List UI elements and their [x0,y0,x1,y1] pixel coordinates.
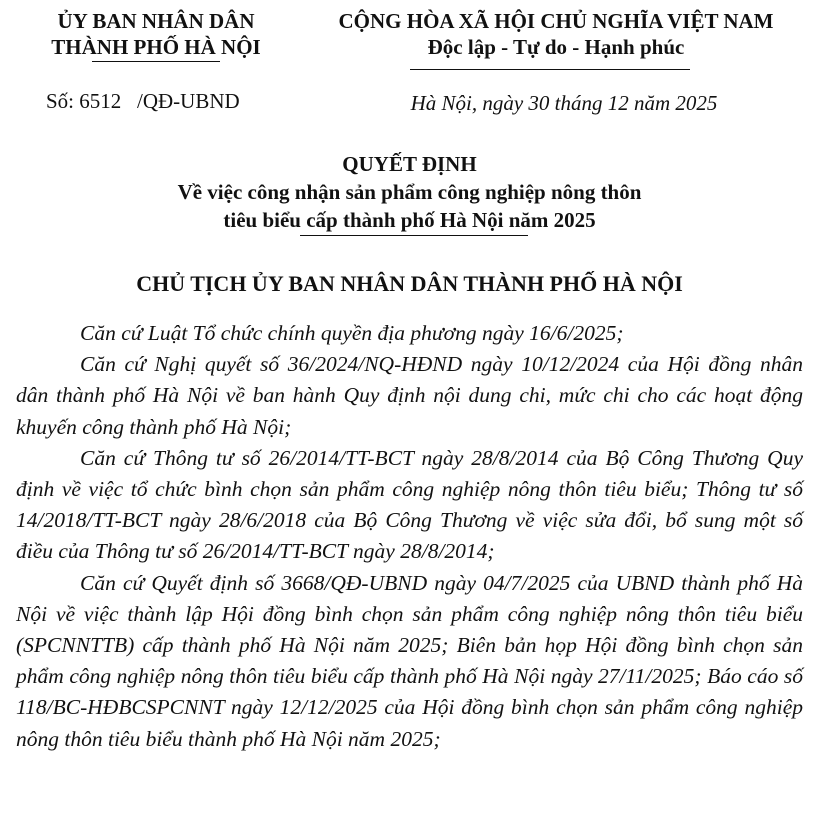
document-date: Hà Nội, ngày 30 tháng 12 năm 2025 [410,91,718,115]
preamble-paragraph: Căn cứ Luật Tổ chức chính quyền địa phương ngày 16/6/2025; [80,321,624,345]
preamble [16,318,803,755]
national-motto [300,8,812,60]
decision-underline [300,235,528,236]
motto-text: Độc lập - Tự do - Hạnh phúc [427,35,685,59]
decision-heading [0,150,819,234]
preamble-paragraph: Căn cứ Quyết định số 3668/QĐ-UBND ngày 04/7/2025 của UBND thành phố Hà Nội về việc thành lập Hội đồng bình chọn sản phẩm công nghiệp nông thôn tiêu biểu (SPCNNTTB) cấp thành phố Hà Nội năm 2025; Biên bản họp Hội đồng bình chọn sản phẩm công nghiệp nông thôn tiêu biểu cấp thành phố Hà Nội ngày 27/11/2025; Báo cáo số 118/BC-HĐBCSPCNNT ngày 12/12/2025 của Hội đồng bình chọn sản phẩm công nghiệp nông thôn tiêu biểu thành phố Hà Nội năm 2025; [16,570,803,751]
authority-underline [92,61,220,62]
issuing-authority-line2: THÀNH PHỐ HÀ NỘI [51,35,261,59]
document-number: Số: 6512 /QĐ-UBND [46,89,240,113]
preamble-paragraph: Căn cứ Thông tư số 26/2014/TT-BCT ngày 28/8/2014 của Bộ Công Thương Quy định về việc tổ chức bình chọn sản phẩm công nghiệp nông thôn tiêu biểu; Thông tư số 14/2018/TT-BCT ngày 28/6/2018 của Bộ Công Thương về việc sửa đổi, bổ sung một số điều của Thông tư số 26/2014/TT-BCT ngày 28/8/2014; [16,445,803,564]
issuing-authority [36,8,276,60]
motto-underline [410,69,690,70]
preamble-paragraph: Căn cứ Nghị quyết số 36/2024/NQ-HĐND ngày 10/12/2024 của Hội đồng nhân dân thành phố Hà Nội về ban hành Quy định nội dung chi, mức chi cho các hoạt động khuyến công thành phố Hà Nội; [16,352,803,439]
chairman-heading: CHỦ TỊCH ỦY BAN NHÂN DÂN THÀNH PHỐ HÀ NỘI [136,271,683,296]
decision-title: QUYẾT ĐỊNH [342,152,477,176]
national-title: CỘNG HÒA XÃ HỘI CHỦ NGHĨA VIỆT NAM [338,9,774,33]
issuing-authority-line1: ỦY BAN NHÂN DÂN [57,9,255,33]
decision-subtitle-line2: tiêu biểu cấp thành phố Hà Nội năm 2025 [223,208,596,232]
decision-subtitle-line1: Về việc công nhận sản phẩm công nghiệp nông thôn [177,180,642,204]
